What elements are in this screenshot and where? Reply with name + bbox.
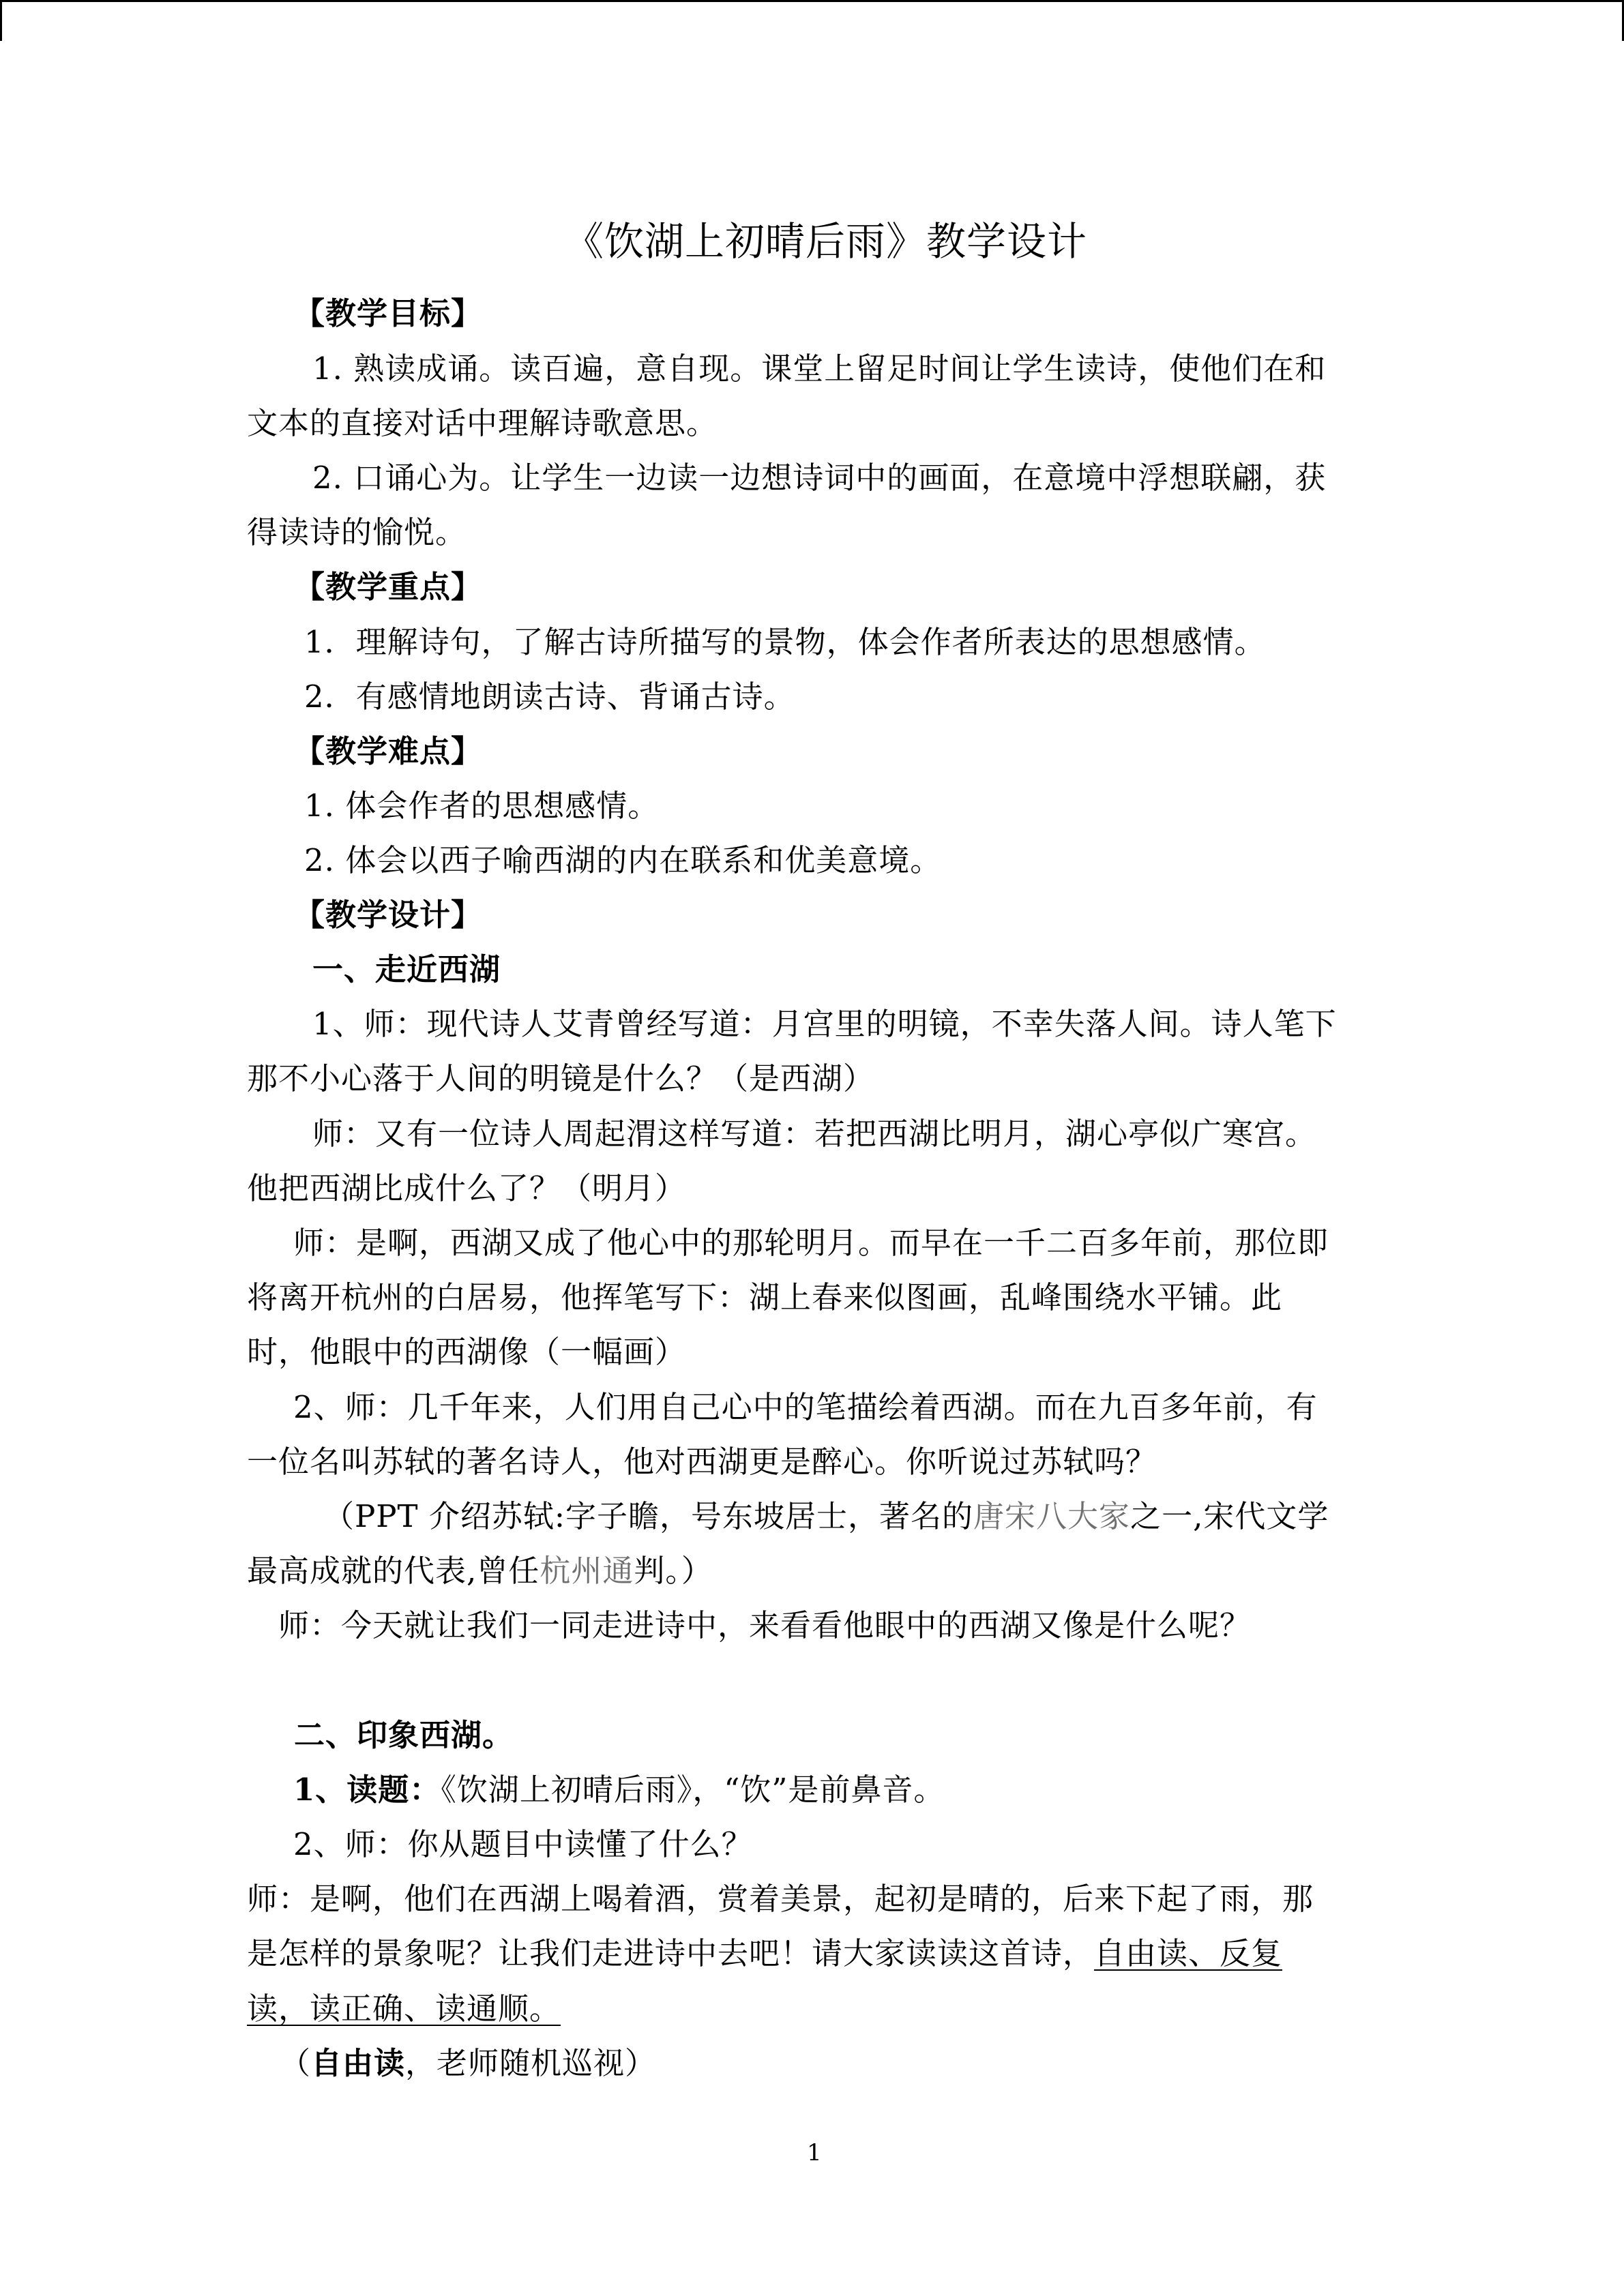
section1-ppt-line2 <box>247 1551 713 1592</box>
section1-p2-line2: 他把西湖比成什么了？（明月） <box>247 1170 687 1206</box>
ppt-link-hangzhou[interactable]: 杭州通 <box>540 1553 634 1589</box>
section1-p5: 师：今天就让我们一同走进诗中，来看看他眼中的西湖又像是什么呢？ <box>278 1607 1252 1643</box>
section2-p4-open: （ <box>280 2045 312 2081</box>
section2-p3-text: 是怎样的景象呢？让我们走进诗中去吧！请大家读读这首诗， <box>247 1935 1095 1971</box>
objectives-item2-line2: 得读诗的愉悦。 <box>247 514 467 550</box>
section1-p1-line2: 那不小心落于人间的明镜是什么？（是西湖） <box>247 1060 875 1097</box>
key-points-item2: 2．有感情地朗读古诗、背诵古诗。 <box>304 679 795 715</box>
objectives-item2-line1: 2. 口诵心为。让学生一边读一边想诗词中的画面，在意境中浮想联翩，获 <box>312 460 1327 496</box>
section2-p1 <box>293 1770 945 1810</box>
section2-p3-underlined: 自由读、反复 <box>1094 1935 1283 1971</box>
section1-ppt-line1 <box>323 1496 1329 1537</box>
section2-p3-line2 <box>247 1933 1282 1974</box>
ppt-text-b: 之一,宋代文学 <box>1130 1498 1329 1534</box>
section1-p3-line2: 将离开杭州的白居易，他挥笔写下：湖上春来似图画，乱峰围绕水平铺。此 <box>247 1279 1283 1315</box>
page-number: 1 <box>807 2139 823 2166</box>
section1-p3-line1: 师：是啊，西湖又成了他心中的那轮明月。而早在一千二百多年前，那位即 <box>293 1225 1329 1261</box>
design-heading: 【教学设计】 <box>294 897 483 933</box>
difficulties-heading: 【教学难点】 <box>294 733 483 769</box>
key-points-heading: 【教学重点】 <box>294 569 483 605</box>
section2-p1-label: 1、读题： <box>293 1772 441 1808</box>
objectives-item1-line2: 文本的直接对话中理解诗歌意思。 <box>247 405 718 441</box>
section2-heading: 二、印象西湖。 <box>294 1717 514 1753</box>
ppt-link-tang-song[interactable]: 唐宋八大家 <box>973 1498 1131 1534</box>
ppt-text-a: （PPT 介绍苏轼:字子瞻，号东坡居士，著名的 <box>323 1498 974 1534</box>
section2-p1-text: 《饮湖上初晴后雨》，“饮”是前鼻音。 <box>441 1772 945 1808</box>
section2-p3-line1: 师：是啊，他们在西湖上喝着酒，赏着美景，起初是晴的，后来下起了雨，那 <box>247 1881 1314 1917</box>
section1-p2-line1: 师：又有一位诗人周起渭这样写道：若把西湖比明月，湖心亭似广寒宫。 <box>312 1116 1317 1152</box>
objectives-heading: 【教学目标】 <box>294 295 483 331</box>
key-points-item1: 1．理解诗句，了解古诗所描写的景物，体会作者所表达的思想感情。 <box>304 624 1266 660</box>
ppt2-text-b: 判。） <box>634 1553 713 1589</box>
page-frame-left <box>0 0 2 41</box>
ppt2-text-a: 最高成就的代表,曾任 <box>247 1553 540 1589</box>
section1-p3-line3: 时，他眼中的西湖像（一幅画） <box>247 1334 687 1370</box>
section1-heading: 一、走近西湖 <box>312 951 501 987</box>
section2-p3-line3 <box>247 1988 561 2029</box>
objectives-item1-line1: 1. 熟读成诵。读百遍，意自现。课堂上留足时间让学生读诗，使他们在和 <box>312 351 1327 387</box>
section1-p1-line1: 1、师：现代诗人艾青曾经写道：月宫里的明镜，不幸失落人间。诗人笔下 <box>312 1006 1337 1042</box>
section1-p4-line1: 2、师：几千年来，人们用自己心中的笔描绘着西湖。而在九百多年前，有 <box>293 1389 1318 1425</box>
section2-p4-rest: ，老师随机巡视） <box>405 2045 657 2081</box>
difficulties-item1: 1. 体会作者的思想感情。 <box>304 788 660 824</box>
section2-p3-underlined-2: 读，读正确、读通顺。 <box>247 1991 561 2027</box>
page-frame-top <box>0 0 1624 2</box>
section2-p2: 2、师：你从题目中读懂了什么？ <box>293 1826 753 1862</box>
section2-p4-bold: 自由读 <box>311 2045 406 2081</box>
section2-p4 <box>280 2043 656 2084</box>
document-title: 《饮湖上初晴后雨》教学设计 <box>564 218 1088 265</box>
difficulties-item2: 2. 体会以西子喻西湖的内在联系和优美意境。 <box>304 842 942 878</box>
section1-p4-line2: 一位名叫苏轼的著名诗人，他对西湖更是醉心。你听说过苏轼吗？ <box>247 1444 1157 1480</box>
